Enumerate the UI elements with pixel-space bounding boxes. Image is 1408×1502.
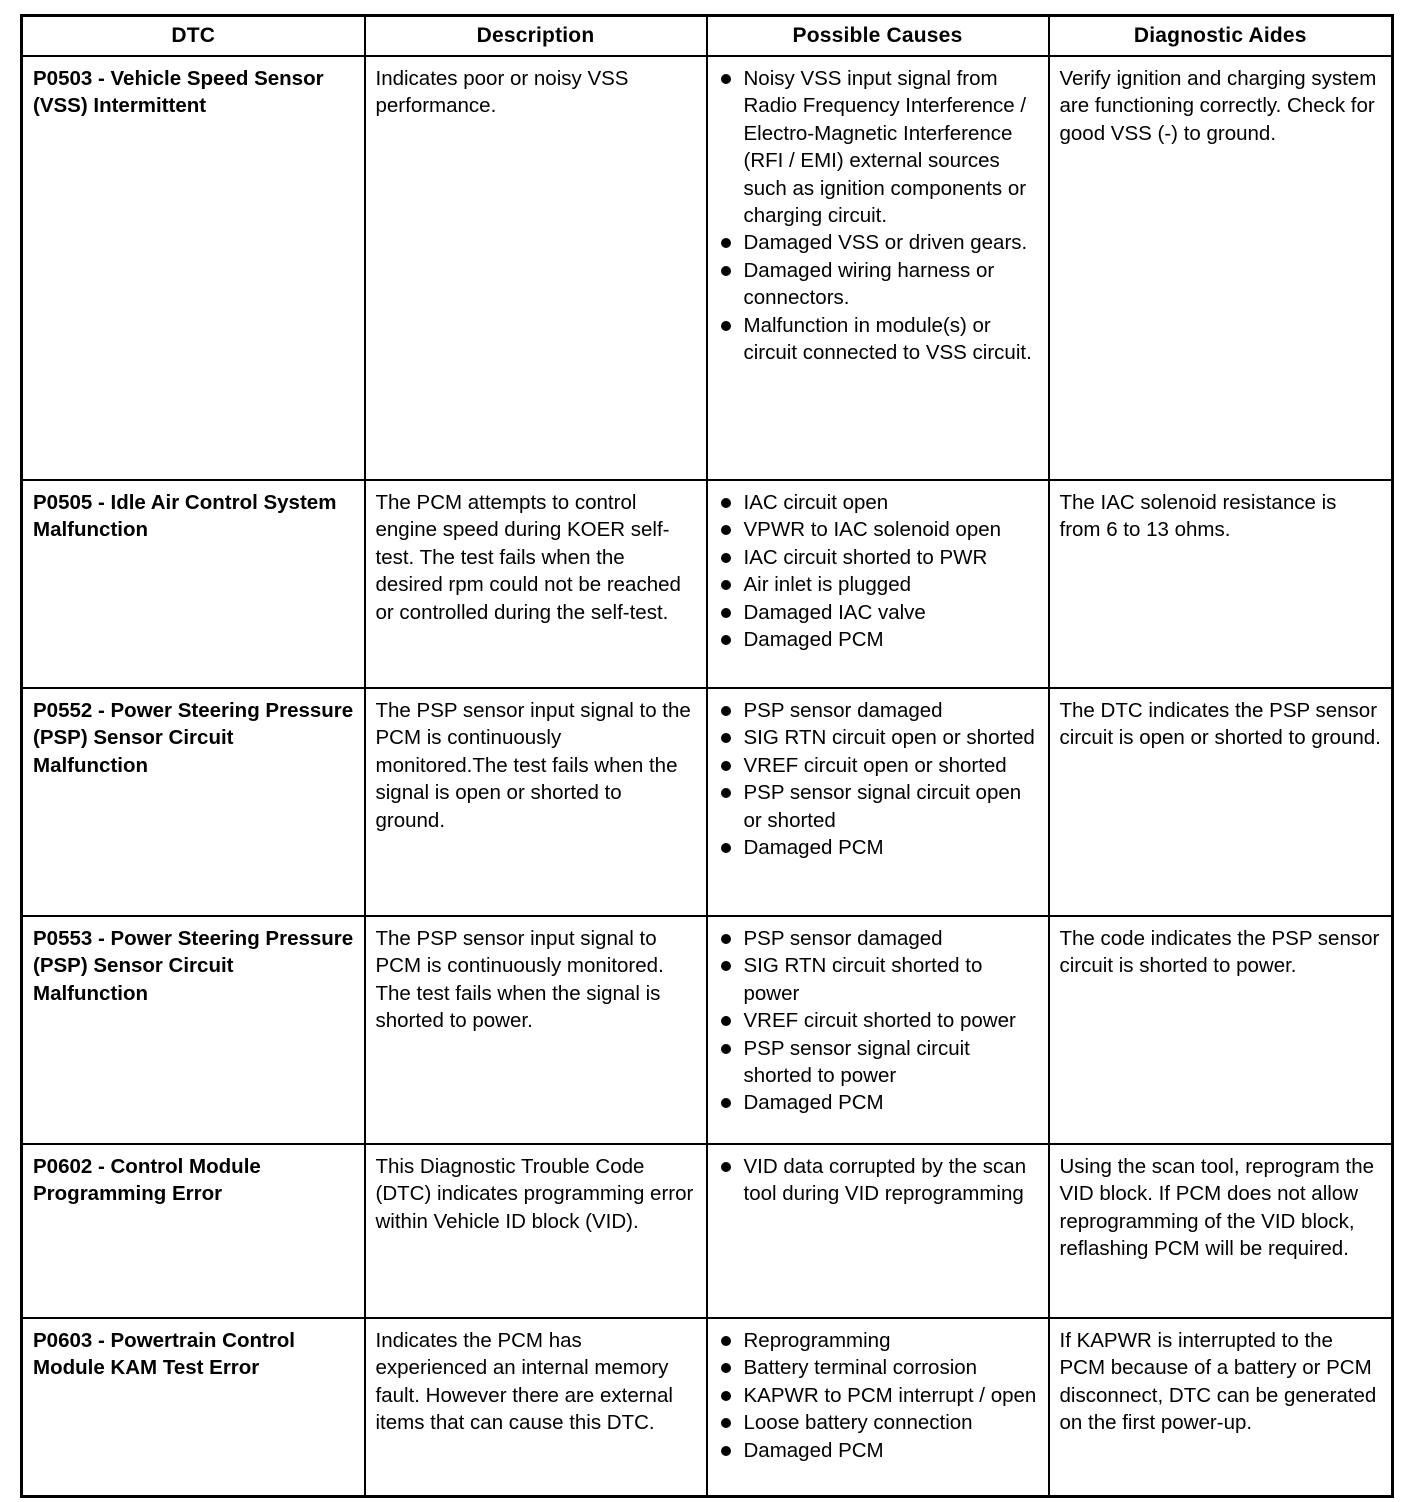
- dtc-code-cell: P0503 - Vehicle Speed Sensor (VSS) Intermittent: [22, 56, 365, 480]
- cause-list: [718, 489, 1038, 653]
- cause-item: PSP sensor damaged: [718, 697, 1038, 724]
- diagnostic-aides-cell: If KAPWR is interrupted to the PCM because of a battery or PCM disconnect, DTC can be generated on the first power-up.: [1049, 1318, 1393, 1496]
- cause-list: [718, 65, 1038, 366]
- cause-list: [718, 1153, 1038, 1208]
- dtc-code-cell: P0602 - Control Module Programming Error: [22, 1144, 365, 1318]
- header-row: [22, 16, 1393, 57]
- cause-item: Damaged PCM: [718, 1089, 1038, 1116]
- diagnostic-aides-cell: The DTC indicates the PSP sensor circuit is open or shorted to ground.: [1049, 688, 1393, 916]
- cause-item: Damaged VSS or driven gears.: [718, 229, 1038, 256]
- dtc-table: [20, 14, 1394, 1498]
- description-cell: Indicates the PCM has experienced an internal memory fault. However there are external items that can cause this DTC.: [365, 1318, 707, 1496]
- header-description: Description: [365, 16, 707, 57]
- cause-item: Damaged PCM: [718, 1437, 1038, 1464]
- possible-causes-cell: [707, 916, 1049, 1144]
- cause-list: [718, 925, 1038, 1117]
- cause-item: VREF circuit open or shorted: [718, 752, 1038, 779]
- cause-item: SIG RTN circuit open or shorted: [718, 724, 1038, 751]
- cause-item: Noisy VSS input signal from Radio Frequency Interference / Electro-Magnetic Interference (RFI / EMI) external sources such as ignition components or charging circuit.: [718, 65, 1038, 229]
- cause-item: VREF circuit shorted to power: [718, 1007, 1038, 1034]
- cause-item: Air inlet is plugged: [718, 571, 1038, 598]
- table-row: [22, 56, 1393, 480]
- possible-causes-cell: [707, 1144, 1049, 1318]
- cause-item: VID data corrupted by the scan tool during VID reprogramming: [718, 1153, 1038, 1208]
- header-possible-causes: Possible Causes: [707, 16, 1049, 57]
- cause-item: Damaged IAC valve: [718, 599, 1038, 626]
- cause-item: PSP sensor signal circuit open or shorted: [718, 779, 1038, 834]
- possible-causes-cell: [707, 56, 1049, 480]
- cause-item: VPWR to IAC solenoid open: [718, 516, 1038, 543]
- cause-item: IAC circuit shorted to PWR: [718, 544, 1038, 571]
- possible-causes-cell: [707, 688, 1049, 916]
- cause-item: SIG RTN circuit shorted to power: [718, 952, 1038, 1007]
- table-row: [22, 1318, 1393, 1496]
- description-cell: The PCM attempts to control engine speed during KOER self-test. The test fails when the desired rpm could not be reached or controlled during the self-test.: [365, 480, 707, 688]
- diagnostic-aides-cell: The IAC solenoid resistance is from 6 to 13 ohms.: [1049, 480, 1393, 688]
- dtc-code-cell: P0603 - Powertrain Control Module KAM Test Error: [22, 1318, 365, 1496]
- cause-item: Damaged PCM: [718, 834, 1038, 861]
- header-diagnostic-aides: Diagnostic Aides: [1049, 16, 1393, 57]
- table-row: [22, 1144, 1393, 1318]
- table-row: [22, 688, 1393, 916]
- description-cell: This Diagnostic Trouble Code (DTC) indicates programming error within Vehicle ID block (VID).: [365, 1144, 707, 1318]
- cause-item: Reprogramming: [718, 1327, 1038, 1354]
- cause-item: Damaged PCM: [718, 626, 1038, 653]
- cause-list: [718, 1327, 1038, 1464]
- cause-item: Battery terminal corrosion: [718, 1354, 1038, 1381]
- description-cell: The PSP sensor input signal to the PCM is continuously monitored.The test fails when the signal is open or shorted to ground.: [365, 688, 707, 916]
- table-row: [22, 916, 1393, 1144]
- cause-item: Malfunction in module(s) or circuit connected to VSS circuit.: [718, 312, 1038, 367]
- cause-item: Loose battery connection: [718, 1409, 1038, 1436]
- cause-item: KAPWR to PCM interrupt / open: [718, 1382, 1038, 1409]
- dtc-code-cell: P0552 - Power Steering Pressure (PSP) Sensor Circuit Malfunction: [22, 688, 365, 916]
- cause-item: Damaged wiring harness or connectors.: [718, 257, 1038, 312]
- cause-item: PSP sensor damaged: [718, 925, 1038, 952]
- header-dtc: DTC: [22, 16, 365, 57]
- description-cell: The PSP sensor input signal to PCM is continuously monitored. The test fails when the signal is shorted to power.: [365, 916, 707, 1144]
- possible-causes-cell: [707, 480, 1049, 688]
- dtc-code-cell: P0553 - Power Steering Pressure (PSP) Sensor Circuit Malfunction: [22, 916, 365, 1144]
- diagnostic-aides-cell: The code indicates the PSP sensor circuit is shorted to power.: [1049, 916, 1393, 1144]
- cause-item: PSP sensor signal circuit shorted to power: [718, 1035, 1038, 1090]
- diagnostic-aides-cell: Using the scan tool, reprogram the VID block. If PCM does not allow reprogramming of the VID block, reflashing PCM will be required.: [1049, 1144, 1393, 1318]
- table-row: [22, 480, 1393, 688]
- possible-causes-cell: [707, 1318, 1049, 1496]
- dtc-code-cell: P0505 - Idle Air Control System Malfunction: [22, 480, 365, 688]
- cause-list: [718, 697, 1038, 861]
- diagnostic-aides-cell: Verify ignition and charging system are functioning correctly. Check for good VSS (-) to ground.: [1049, 56, 1393, 480]
- cause-item: IAC circuit open: [718, 489, 1038, 516]
- description-cell: Indicates poor or noisy VSS performance.: [365, 56, 707, 480]
